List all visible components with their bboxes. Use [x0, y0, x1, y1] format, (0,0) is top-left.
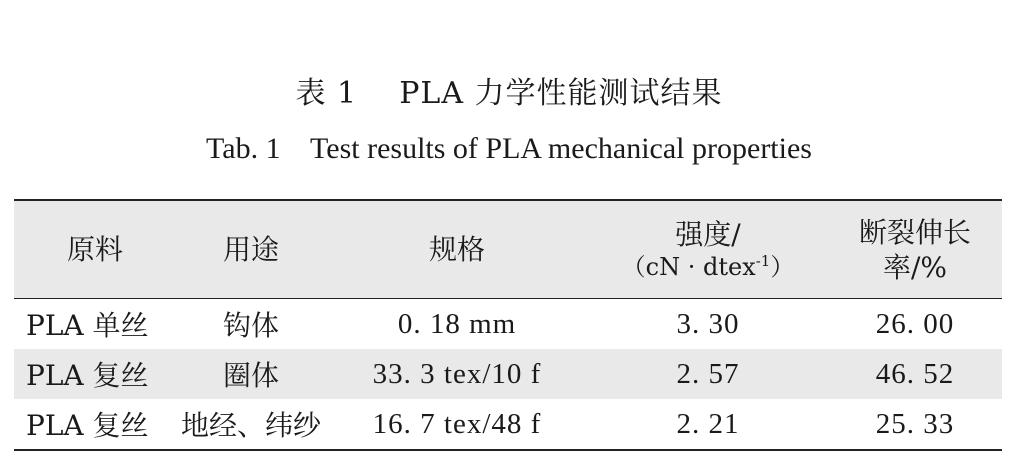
cell-usage: 地经、纬纱 — [180, 409, 321, 442]
header-strength-unit: （cN · dtex$^{-1}$） — [621, 252, 795, 281]
header-strength-label: 强度/ — [675, 218, 741, 251]
table-title-chinese: 表 1 PLA 力学性能测试结果 — [295, 76, 723, 111]
mechanical-properties-table — [14, 199, 1002, 451]
cell-elongation: 26. 00 — [875, 307, 955, 340]
cell-raw-material: PLA 复丝 — [26, 359, 149, 392]
cell-raw-material: PLA 复丝 — [26, 409, 149, 442]
header-specification — [326, 232, 588, 267]
cell-specification: 33. 3 tex/10 f — [372, 357, 542, 390]
header-specification-label: 规格 — [428, 233, 485, 266]
cell-raw-material: PLA 单丝 — [26, 309, 149, 342]
header-raw-material-label: 原料 — [66, 233, 123, 266]
cell-strength: 2. 57 — [676, 357, 740, 390]
header-elongation — [828, 215, 1002, 285]
cell-usage: 钩体 — [222, 309, 279, 342]
table-row — [14, 299, 1002, 349]
cell-elongation: 46. 52 — [875, 357, 955, 390]
cell-elongation: 25. 33 — [875, 407, 955, 440]
header-usage-label: 用途 — [222, 233, 279, 266]
table-title-english: Tab. 1 Test results of PLA mechanical properties — [206, 132, 812, 165]
table-row — [14, 399, 1002, 449]
header-raw-material — [14, 232, 176, 267]
cell-strength: 3. 30 — [676, 307, 740, 340]
header-usage — [176, 232, 326, 267]
header-elongation-unit: 率/% — [882, 250, 948, 284]
table-row — [14, 349, 1002, 399]
cell-specification: 16. 7 tex/48 f — [372, 407, 542, 440]
header-elongation-label: 断裂伸长 — [858, 215, 971, 249]
header-strength — [588, 217, 828, 282]
cell-specification: 0. 18 mm — [397, 307, 517, 340]
cell-strength: 2. 21 — [676, 407, 740, 440]
table-header-row — [14, 201, 1002, 299]
cell-usage: 圈体 — [222, 359, 279, 392]
